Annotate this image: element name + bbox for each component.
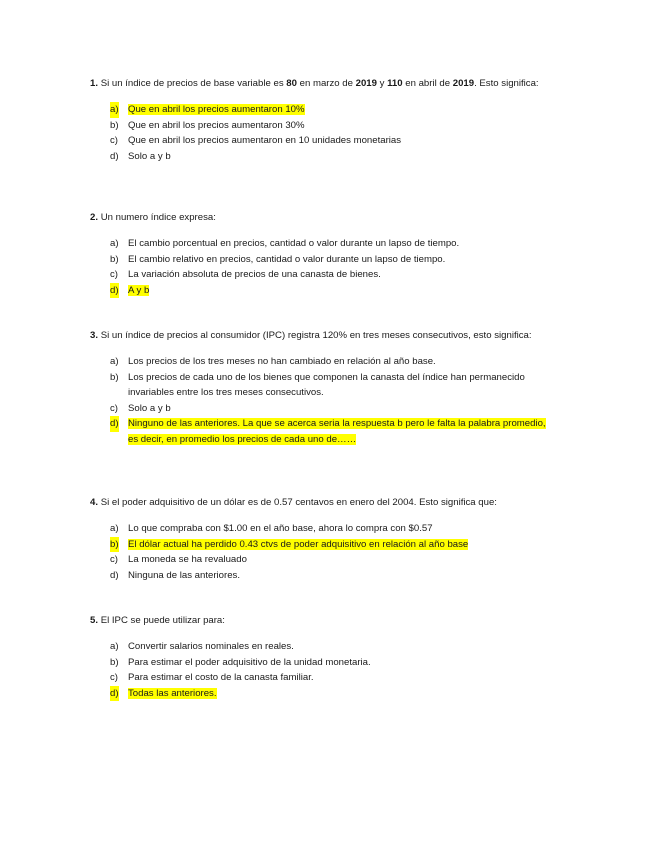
option-letter: c): [110, 672, 118, 683]
option-text: Para estimar el poder adquisitivo de la unidad monetaria.: [128, 656, 371, 668]
question-3-options: [90, 354, 558, 447]
option-letter: d): [110, 416, 119, 432]
option-letter: c): [110, 402, 118, 414]
option-text: Lo que compraba con $1.00 en el año base, ahora lo compra con $0.57: [128, 523, 433, 534]
option-text: El dólar actual ha perdido 0.43 ctvs de poder adquisitivo en relación al año base: [128, 538, 469, 550]
question-number: 1.: [90, 78, 99, 89]
question-1-options: [90, 102, 558, 164]
option-letter: d): [110, 686, 119, 702]
option-letter: a): [110, 356, 119, 367]
question-5-text: [90, 612, 558, 629]
option-letter: a): [110, 641, 119, 652]
question-1-text-part: en abril de: [402, 78, 453, 89]
option-a: [90, 102, 558, 118]
option-a: [90, 639, 558, 655]
option-d: [90, 568, 560, 584]
option-text: Solo a y b: [128, 402, 171, 414]
question-2-options: [90, 236, 558, 298]
question-1-text-part: . Esto significa:: [474, 78, 539, 89]
question-1-value: 2019: [452, 78, 475, 89]
question-1-text-part: Si un índice de precios de base variable es: [100, 78, 287, 89]
question-1-text-part: y: [376, 78, 388, 89]
option-c: [90, 267, 558, 283]
option-text: Para estimar el costo de la canasta familiar.: [128, 672, 314, 683]
option-text: Los precios de los tres meses no han cambiado en relación al año base.: [128, 356, 436, 367]
option-d: [90, 149, 558, 165]
question-2-body: Un numero índice expresa:: [100, 212, 216, 223]
question-number: 4.: [90, 497, 99, 508]
option-b: [90, 370, 558, 401]
option-letter: b): [110, 656, 119, 668]
option-d: [90, 416, 558, 447]
option-letter: d): [110, 150, 119, 162]
option-text: La moneda se ha revaluado: [128, 554, 247, 565]
option-d: [90, 283, 558, 299]
option-text: Que en abril los precios aumentaron 10%: [128, 104, 305, 115]
option-letter: b): [110, 371, 119, 383]
option-letter: b): [110, 537, 119, 553]
question-1-text-part: en marzo de: [296, 78, 356, 89]
option-letter: d): [110, 569, 119, 581]
option-text: El cambio relativo en precios, cantidad o valor durante un lapso de tiempo.: [128, 253, 446, 265]
question-1-value: 80: [286, 78, 297, 89]
option-letter: d): [110, 283, 119, 299]
option-b: [90, 252, 558, 268]
option-letter: b): [110, 253, 119, 265]
option-d: [90, 686, 558, 702]
question-4-text: [90, 494, 560, 511]
option-letter: a): [110, 102, 119, 118]
option-text: Ninguna de las anteriores.: [128, 569, 240, 581]
question-4-body: Si el poder adquisitivo de un dólar es de 0.57 centavos en enero del 2004. Esto significa que:: [100, 497, 497, 508]
question-number: 3.: [90, 330, 99, 341]
option-letter: c): [110, 554, 118, 565]
option-a: [90, 521, 560, 537]
option-text: A y b: [128, 284, 150, 296]
question-number: 2.: [90, 212, 99, 223]
option-text: Solo a y b: [128, 150, 171, 162]
option-c: [90, 401, 558, 417]
question-4-options: [90, 521, 560, 583]
question-1-value: 110: [387, 78, 403, 89]
option-b: [90, 537, 560, 553]
question-4: [90, 494, 560, 583]
option-c: [90, 552, 560, 568]
question-3-body: Si un índice de precios al consumidor (IPC) registra 120% en tres meses consecutivos, esto significa:: [100, 330, 532, 341]
question-number: 5.: [90, 615, 99, 626]
option-text: La variación absoluta de precios de una canasta de bienes.: [128, 269, 381, 280]
option-a: [90, 354, 558, 370]
question-1-value: 2019: [355, 78, 377, 89]
option-text: El cambio porcentual en precios, cantidad o valor durante un lapso de tiempo.: [128, 238, 460, 249]
question-1-text: [90, 75, 558, 92]
option-text: Convertir salarios nominales en reales.: [128, 641, 294, 652]
option-c: [90, 670, 558, 686]
option-text: Todas las anteriores.: [128, 687, 217, 699]
option-letter: a): [110, 238, 119, 249]
question-2: [90, 209, 558, 298]
option-a: [90, 236, 558, 252]
question-1: [90, 75, 558, 164]
option-c: [90, 133, 558, 149]
option-letter: c): [110, 269, 118, 280]
question-5-options: [90, 639, 558, 701]
question-5: [90, 612, 558, 701]
option-letter: a): [110, 523, 119, 534]
option-text: Ninguno de las anteriores. La que se acerca seria la respuesta b pero le falta la palabra promedio, es decir, en promedio los precios de cada uno de……: [128, 418, 546, 445]
option-b: [90, 655, 558, 671]
option-b: [90, 118, 558, 134]
question-3-text: [90, 327, 558, 344]
option-letter: c): [110, 135, 118, 146]
question-3: [90, 327, 558, 447]
option-text: Que en abril los precios aumentaron en 10 unidades monetarias: [128, 135, 402, 146]
option-letter: b): [110, 119, 119, 131]
option-text: Los precios de cada uno de los bienes que componen la canasta del índice han permanecido invariables entre los tres meses consecutivos.: [128, 371, 525, 398]
question-2-text: [90, 209, 558, 226]
question-5-body: El IPC se puede utilizar para:: [100, 615, 225, 626]
option-text: Que en abril los precios aumentaron 30%: [128, 119, 305, 131]
